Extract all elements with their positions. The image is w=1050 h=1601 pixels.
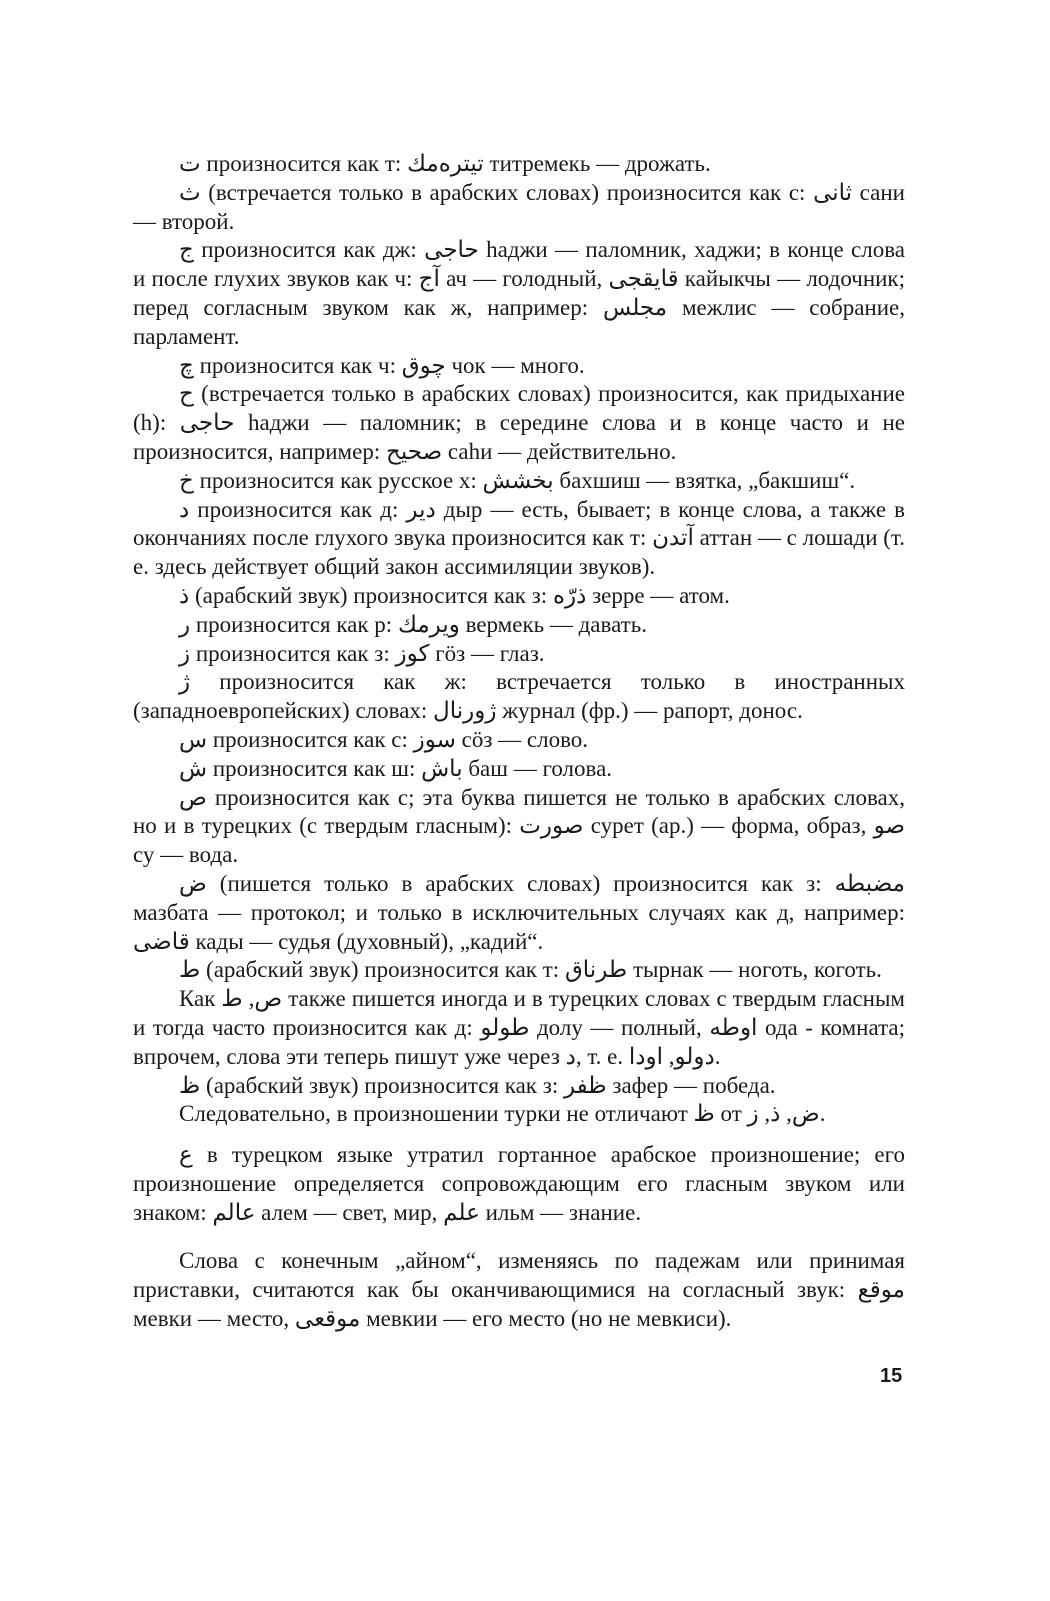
paragraph-ta: ط (арабский звук) произносится как т: طرناق тырнак — ноготь, коготь. (179, 957, 882, 983)
paragraph-final-ayn: Слова с конечным „айном“, изменяясь по падежам или принимая приставки, считаются как бы оканчивающимися на согласный звук: موقع мевки — место, موقعی мевкии — его место (но не мевкиси). (133, 1248, 905, 1332)
paragraph-se: ث (встречается только в арабских словах) произносится как с: ثانی сани — второй. (133, 179, 905, 234)
paragraph-dal: د произносится как д: دیر дыр — есть, бывает; в конце слова, а также в окончаниях после глухого звука произносится как т: آتدن аттан — с лошади (т. е. здесь действует общий закон ассимиляции звуков). (133, 496, 905, 580)
paragraph-re: ر произносится как р: ویرمك вермекь — давать. (179, 611, 647, 637)
page-number: 15 (880, 1365, 903, 1387)
paragraph-sad-ta-note: Как ص, ط также пишется иногда и в турецких словах с твердым гласным и тогда часто произносится как д: طولو долу — полный, اوطه ода - комната; впрочем, слова эти теперь пишут уже через د, т. е. دولو, اودا. (133, 986, 905, 1069)
paragraph-conclusion: Следовательно, в произношении турки не отличают ظ от ض, ذ, ز. (179, 1101, 826, 1127)
paragraph-za: ظ (арабский звук) произносится как з: ظفر зафер — победа. (179, 1072, 776, 1098)
page-body (133, 150, 905, 1334)
paragraph-zhe: ژ произносится как ж: встречается только в иностранных (западноевропейских) словах: ژورنال журнал (фр.) — рапорт, донос. (133, 669, 905, 724)
paragraph-ze: ز произносится как з: كوز гöз — глаз. (179, 640, 545, 666)
paragraph-che: چ произносится как ч: چوق чок — много. (179, 352, 585, 378)
paragraph-zel: ذ (арабский звук) произносится как з: ذرّه зерре — атом. (179, 582, 730, 608)
paragraph-dad: ض (пишется только в арабских словах) произносится как з: مضبطه мазбата — протокол; и только в исключительных случаях как д, например: قاضی кады — судья (духовный), „кадий“. (133, 870, 905, 954)
paragraph-ha: ح (встречается только в арабских словах) произносится, как придыхание (h): حاجی hаджи — паломник; в середине слова и в конце часто и не произносится, например: صحیح саhи — действительно. (133, 381, 905, 464)
paragraph-sad: ص произносится как с; эта буква пишется не только в арабских словах, но и в турецких (с твердым гласным): صورت сурет (ар.) — форма, образ, صو су — вода. (133, 784, 905, 868)
paragraph-te: ت произносится как т: تیتره‌مك титремекь — дрожать. (179, 151, 711, 176)
paragraph-ayn: ع в турецком языке утратил гортанное арабское произношение; его произношение определяется сопровождающим его гласным звуком или знаком: عالم алем — свет, мир, علم ильм — знание. (133, 1142, 905, 1225)
paragraph-khi: خ произносится как русское х: بخشش бахшиш — взятка, „бакшиш“. (179, 467, 856, 493)
paragraph-jim: ج произносится как дж: حاجی hаджи — паломник, хаджи; в конце слова и после глухих звуков как ч: آج ач — голодный, قایقجی кайыкчы — лодочник; перед согласным звуком как ж, например: مجلس межлис — собрание, парламент. (133, 237, 905, 349)
paragraph-sin: س произносится как с: سوز сöз — слово. (179, 726, 589, 752)
paragraph-shin: ش произносится как ш: باش баш — голова. (179, 755, 613, 781)
